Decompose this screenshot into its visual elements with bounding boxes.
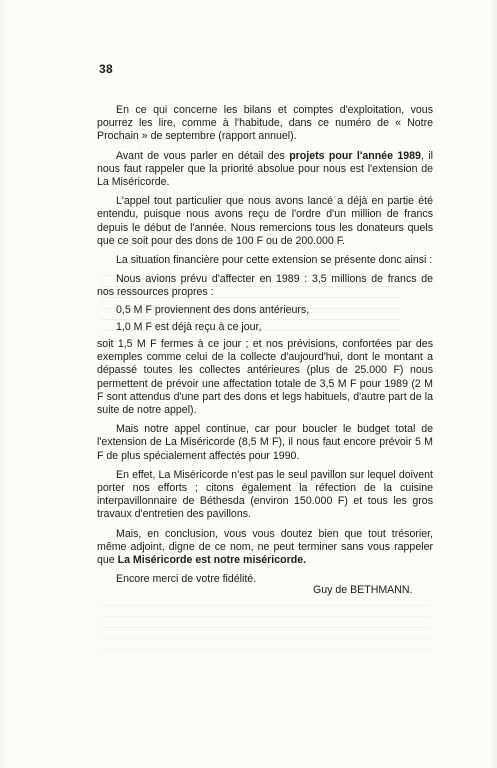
paragraph-situation: La situation financière pour cette extension se présente donc ainsi : [116, 254, 433, 267]
paragraph-appeal: L'appel tout particulier que nous avons lancé a déjà en partie été entendu, puisque nous avons reçu de l'ordre d'un million de francs depuis le début de l'année. Nous remercions tous les donateurs quels que ce soit pour des dons de 100 F ou de 200.000 F. [97, 195, 433, 247]
bold-projects: projets pour l'année 1989 [289, 149, 421, 162]
list-item: 0,5 M F proviennent des dons antérieurs, [116, 303, 310, 316]
paragraph-thanks: Encore merci de votre fidélité. [116, 573, 257, 586]
signature: Guy de BETHMANN. [313, 584, 413, 596]
paragraph-budget: Mais notre appel continue, car pour boucler le budget total de l'extension de La Miséricorde (8,5 M F), il nous faut encore prévoir 5 M F de plus spécialement affectés pour 1990. [97, 423, 433, 462]
paragraph-other-works: En effet, La Miséricorde n'est pas le seul pavillon sur lequel doivent porter nos efforts ; citons également la réfection de la cuisine interpavillonnaire de Béthesda (environ 150.000 F) et tous les gros travaux d'entretien des pavillons. [97, 468, 433, 521]
paragraph-conclusion: Mais, en conclusion, vous vous doutez bien que tout trésorier, même adjoint, digne de ce nom, ne peut terminer sans vous rappeler que La Miséricorde est notre miséricorde. [97, 527, 433, 567]
list-item: 1,0 M F est déjà reçu à ce jour, [116, 320, 262, 333]
paragraph-reports: En ce qui concerne les bilans et comptes d'exploitation, vous pourrez les lire, comme à l'habitude, dans ce numéro de « Notre Prochain » de septembre (rapport annuel). [97, 104, 433, 143]
bold-closing: La Miséricorde est notre miséricorde. [117, 554, 307, 567]
paragraph-planned: Nous avions prévu d'affecter en 1989 : 3,5 millions de francs de nos ressources propres : [97, 273, 433, 299]
paragraph-priority: Avant de vous parler en détail des projets pour l'année 1989, il nous faut rappeler que la priorité absolue pour nous est l'extension de La Miséricorde. [97, 149, 433, 189]
page-number: 38 [99, 62, 113, 76]
paragraph-forecast: soit 1,5 M F fermes à ce jour ; et nos prévisions, confortées par des exemples comme celui de la collecte d'aujourd'hui, dont le montant a dépassé toutes les collectes antérieures (plus de 25.000 F) nous permettent de prévoir une affectation totale de 3,5 M F pour 1989 (2 M F sont attendus d'une part des dons et legs habituels, d'autre part de la suite de notre appel). [97, 338, 433, 417]
show-through-text [100, 600, 430, 660]
article-body [97, 104, 433, 593]
